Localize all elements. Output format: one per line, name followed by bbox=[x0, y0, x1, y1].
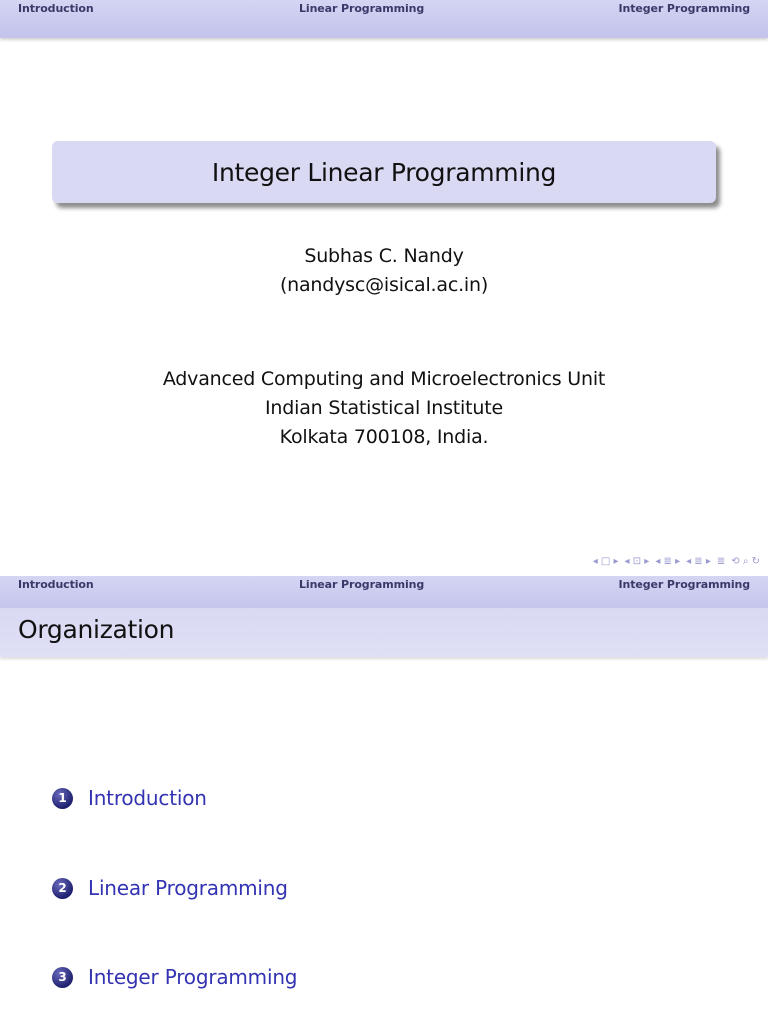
nav-section-integer-programming[interactable]: Integer Programming bbox=[618, 578, 750, 591]
toc-item-linear-programming[interactable] bbox=[52, 876, 288, 900]
toc-number-ball: 2 bbox=[52, 878, 73, 899]
toc-item-introduction[interactable] bbox=[52, 786, 207, 810]
presentation-title: Integer Linear Programming bbox=[211, 157, 557, 187]
toc-number-ball: 3 bbox=[52, 967, 73, 988]
nav-section-introduction[interactable]: Introduction bbox=[18, 578, 94, 591]
toc-label[interactable]: Integer Programming bbox=[88, 965, 298, 989]
frame-title-bar bbox=[0, 608, 768, 657]
nav-section-introduction[interactable]: Introduction bbox=[18, 2, 94, 15]
subsection-nav-icon[interactable]: ◂ ⊡ ▸ bbox=[624, 556, 650, 567]
document-nav-icon[interactable]: ◂ ≣ ▸ bbox=[686, 556, 711, 567]
toc-label[interactable]: Introduction bbox=[88, 786, 207, 810]
author-email: (nandysc@isical.ac.in) bbox=[279, 274, 489, 296]
appendix-nav-icon[interactable]: ≣ bbox=[716, 556, 726, 567]
search-back-icon[interactable]: ⟲ ⌕ ↻ bbox=[731, 556, 760, 567]
frame-title: Organization bbox=[18, 615, 175, 644]
toc-item-integer-programming[interactable] bbox=[52, 965, 297, 989]
nav-section-integer-programming[interactable]: Integer Programming bbox=[618, 2, 750, 15]
nav-section-linear-programming[interactable]: Linear Programming bbox=[299, 2, 425, 15]
nav-section-linear-programming[interactable]: Linear Programming bbox=[299, 578, 425, 591]
headline-bar bbox=[0, 0, 768, 38]
affiliation-line-3: Kolkata 700108, India. bbox=[279, 426, 489, 448]
section-nav-icon[interactable]: ◂ ≣ ▸ bbox=[655, 556, 681, 567]
organization-slide bbox=[0, 576, 768, 1024]
title-box bbox=[52, 141, 716, 203]
affiliation-line-1: Advanced Computing and Microelectronics Unit bbox=[162, 368, 606, 390]
toc-number-ball: 1 bbox=[52, 788, 73, 809]
frame-nav-icon[interactable]: ◂ □ ▸ bbox=[592, 556, 619, 567]
toc-label[interactable]: Linear Programming bbox=[88, 876, 288, 900]
author-name: Subhas C. Nandy bbox=[304, 245, 464, 267]
affiliation-line-2: Indian Statistical Institute bbox=[265, 397, 503, 419]
beamer-navigation-symbols bbox=[593, 556, 760, 570]
